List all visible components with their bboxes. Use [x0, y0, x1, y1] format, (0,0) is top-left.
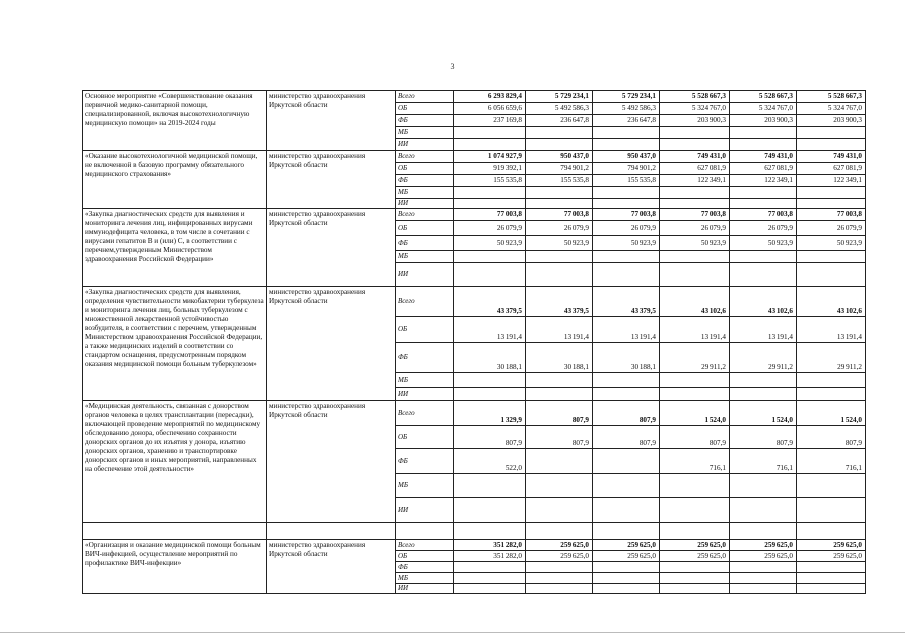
- amount-cell-y5: [730, 199, 797, 209]
- amount-cell-y1: [454, 199, 526, 209]
- amount-cell-y6: [797, 373, 866, 388]
- amount-cell-y6: 1 524,0: [797, 401, 866, 426]
- amount-cell-y1: 351 282,0: [454, 540, 526, 551]
- amount-cell-y3: [593, 127, 660, 139]
- activity-name: «Закупка диагностических средств для выявления, определения чувствительности микобактерии туберкулеза и мониторинга лечения лиц, больных туберкулезом с множественной лекарственной устойчивостью возбудителя, в соответствии с перечнем, утвержденным Министерством здравоохранения Российской Федерации, а также медицинских изделий в соответствии со стандартом оснащения, предусмотренным порядком оказания медицинской помощи больным туберкулезом»: [83, 287, 267, 401]
- page-bottom-edge: [0, 632, 905, 633]
- funding-table: [82, 90, 866, 594]
- amount-cell-y5: 627 081,9: [730, 163, 797, 175]
- amount-cell-y3: [593, 251, 660, 263]
- amount-cell-y6: [797, 573, 866, 584]
- amount-cell-y4: [660, 584, 730, 594]
- amount-cell-y5: 5 324 767,0: [730, 103, 797, 115]
- table-row: [83, 401, 866, 426]
- amount-cell-y1: 30 188,1: [454, 343, 526, 373]
- funding-source: ФБ: [396, 449, 454, 474]
- amount-cell-y2: [526, 562, 593, 573]
- amount-cell-y3: 794 901,2: [593, 163, 660, 175]
- amount-cell-y5: [730, 373, 797, 388]
- spacer-row: [83, 523, 866, 540]
- responsible-executor: министерство здравоохранения Иркутской области: [267, 209, 396, 287]
- amount-cell-y4: [660, 199, 730, 209]
- amount-cell-y3: 5 492 586,3: [593, 103, 660, 115]
- amount-cell-y4: 13 191,4: [660, 317, 730, 343]
- amount-cell-y2: [526, 584, 593, 594]
- funding-source: МБ: [396, 373, 454, 388]
- amount-cell-y1: 155 535,8: [454, 175, 526, 187]
- empty-cell: [454, 523, 526, 540]
- amount-cell-y2: 259 625,0: [526, 540, 593, 551]
- amount-cell-y2: [526, 251, 593, 263]
- amount-cell-y1: [454, 573, 526, 584]
- amount-cell-y6: 203 900,3: [797, 115, 866, 127]
- amount-cell-y1: [454, 187, 526, 199]
- amount-cell-y2: 5 492 586,3: [526, 103, 593, 115]
- amount-cell-y4: 5 528 667,3: [660, 91, 730, 103]
- funding-source: ИИ: [396, 199, 454, 209]
- funding-source: Всего: [396, 91, 454, 103]
- amount-cell-y6: 5 324 767,0: [797, 103, 866, 115]
- amount-cell-y2: 807,9: [526, 426, 593, 449]
- amount-cell-y5: 26 079,9: [730, 221, 797, 236]
- amount-cell-y2: 30 188,1: [526, 343, 593, 373]
- empty-cell: [593, 523, 660, 540]
- amount-cell-y6: [797, 562, 866, 573]
- amount-cell-y6: 5 528 667,3: [797, 91, 866, 103]
- amount-cell-y3: [593, 139, 660, 151]
- amount-cell-y3: 43 379,5: [593, 287, 660, 317]
- amount-cell-y3: 26 079,9: [593, 221, 660, 236]
- amount-cell-y1: 50 923,9: [454, 236, 526, 251]
- amount-cell-y1: 77 003,8: [454, 209, 526, 221]
- empty-cell: [396, 523, 454, 540]
- amount-cell-y2: 155 535,8: [526, 175, 593, 187]
- amount-cell-y5: 716,1: [730, 449, 797, 474]
- amount-cell-y6: [797, 139, 866, 151]
- amount-cell-y6: [797, 584, 866, 594]
- amount-cell-y5: [730, 388, 797, 401]
- amount-cell-y5: 1 524,0: [730, 401, 797, 426]
- amount-cell-y5: [730, 498, 797, 523]
- funding-source: ИИ: [396, 263, 454, 287]
- amount-cell-y4: [660, 139, 730, 151]
- responsible-executor: министерство здравоохранения Иркутской области: [267, 401, 396, 523]
- amount-cell-y1: 351 282,0: [454, 551, 526, 562]
- amount-cell-y4: 77 003,8: [660, 209, 730, 221]
- amount-cell-y4: [660, 251, 730, 263]
- amount-cell-y4: [660, 562, 730, 573]
- amount-cell-y2: 807,9: [526, 401, 593, 426]
- funding-source: ИИ: [396, 139, 454, 151]
- responsible-executor: министерство здравоохранения Иркутской области: [267, 151, 396, 209]
- amount-cell-y6: [797, 251, 866, 263]
- table-row: [83, 287, 866, 317]
- amount-cell-y5: [730, 127, 797, 139]
- amount-cell-y2: 794 901,2: [526, 163, 593, 175]
- amount-cell-y4: [660, 373, 730, 388]
- amount-cell-y6: 26 079,9: [797, 221, 866, 236]
- amount-cell-y2: [526, 263, 593, 287]
- amount-cell-y6: 50 923,9: [797, 236, 866, 251]
- amount-cell-y5: 43 102,6: [730, 287, 797, 317]
- amount-cell-y1: 1 329,9: [454, 401, 526, 426]
- funding-source: ИИ: [396, 584, 454, 594]
- amount-cell-y2: 950 437,0: [526, 151, 593, 163]
- amount-cell-y2: [526, 474, 593, 498]
- activity-name: «Медицинская деятельность, связанная с донорством органов человека в целях трансплантации (пересадки), включающей проведение мероприятий по медицинскому обследованию донора, обеспечению сохранности донорских органов до их изъятия у донора, изъятию донорских органов, хранению и транспортировке донорских органов и иных мероприятий, направленных на обеспечение этой деятельности»: [83, 401, 267, 523]
- amount-cell-y5: 77 003,8: [730, 209, 797, 221]
- amount-cell-y4: [660, 474, 730, 498]
- amount-cell-y2: 236 647,8: [526, 115, 593, 127]
- amount-cell-y2: 43 379,5: [526, 287, 593, 317]
- amount-cell-y5: 259 625,0: [730, 551, 797, 562]
- amount-cell-y4: 259 625,0: [660, 551, 730, 562]
- amount-cell-y1: [454, 263, 526, 287]
- funding-source: МБ: [396, 127, 454, 139]
- amount-cell-y3: [593, 498, 660, 523]
- amount-cell-y4: [660, 127, 730, 139]
- amount-cell-y1: [454, 498, 526, 523]
- amount-cell-y2: 13 191,4: [526, 317, 593, 343]
- amount-cell-y1: [454, 139, 526, 151]
- amount-cell-y1: [454, 562, 526, 573]
- amount-cell-y3: 807,9: [593, 401, 660, 426]
- amount-cell-y6: [797, 498, 866, 523]
- funding-source: Всего: [396, 209, 454, 221]
- amount-cell-y3: 13 191,4: [593, 317, 660, 343]
- amount-cell-y6: 716,1: [797, 449, 866, 474]
- table-row: [83, 91, 866, 103]
- amount-cell-y6: 807,9: [797, 426, 866, 449]
- funding-source: МБ: [396, 251, 454, 263]
- amount-cell-y2: [526, 449, 593, 474]
- amount-cell-y6: [797, 127, 866, 139]
- activity-name: Основное мероприятие «Совершенствование оказания первичной медико-санитарной помощи, специализированной, включая высокотехнологичную медицинскую помощи» на 2019-2024 годы: [83, 91, 267, 151]
- funding-source: Всего: [396, 287, 454, 317]
- funding-source: Всего: [396, 151, 454, 163]
- amount-cell-y3: 50 923,9: [593, 236, 660, 251]
- funding-source: ИИ: [396, 498, 454, 523]
- responsible-executor: министерство здравоохранения Иркутской области: [267, 91, 396, 151]
- funding-source: ИИ: [396, 388, 454, 401]
- amount-cell-y3: 30 188,1: [593, 343, 660, 373]
- amount-cell-y3: 5 729 234,1: [593, 91, 660, 103]
- amount-cell-y6: [797, 263, 866, 287]
- amount-cell-y1: 6 056 659,6: [454, 103, 526, 115]
- amount-cell-y5: 13 191,4: [730, 317, 797, 343]
- amount-cell-y1: 807,9: [454, 426, 526, 449]
- amount-cell-y2: 77 003,8: [526, 209, 593, 221]
- funding-source: ФБ: [396, 115, 454, 127]
- amount-cell-y6: 77 003,8: [797, 209, 866, 221]
- empty-cell: [526, 523, 593, 540]
- amount-cell-y3: 77 003,8: [593, 209, 660, 221]
- table-row: [83, 209, 866, 221]
- funding-source: ОБ: [396, 221, 454, 236]
- amount-cell-y5: [730, 251, 797, 263]
- amount-cell-y5: 122 349,1: [730, 175, 797, 187]
- amount-cell-y2: 26 079,9: [526, 221, 593, 236]
- amount-cell-y1: 919 392,1: [454, 163, 526, 175]
- amount-cell-y6: [797, 187, 866, 199]
- funding-source: ФБ: [396, 175, 454, 187]
- amount-cell-y3: [593, 449, 660, 474]
- amount-cell-y3: 807,9: [593, 426, 660, 449]
- table-row: [83, 540, 866, 551]
- empty-cell: [83, 523, 267, 540]
- amount-cell-y3: [593, 263, 660, 287]
- amount-cell-y5: [730, 187, 797, 199]
- amount-cell-y2: [526, 388, 593, 401]
- amount-cell-y5: [730, 139, 797, 151]
- amount-cell-y1: [454, 127, 526, 139]
- amount-cell-y3: [593, 199, 660, 209]
- amount-cell-y5: [730, 263, 797, 287]
- funding-source: ОБ: [396, 317, 454, 343]
- amount-cell-y5: 50 923,9: [730, 236, 797, 251]
- amount-cell-y6: [797, 388, 866, 401]
- amount-cell-y1: [454, 388, 526, 401]
- amount-cell-y6: 13 191,4: [797, 317, 866, 343]
- amount-cell-y4: 29 911,2: [660, 343, 730, 373]
- funding-source: Всего: [396, 401, 454, 426]
- amount-cell-y4: 716,1: [660, 449, 730, 474]
- amount-cell-y3: [593, 562, 660, 573]
- amount-cell-y6: 627 081,9: [797, 163, 866, 175]
- amount-cell-y3: [593, 584, 660, 594]
- amount-cell-y4: [660, 263, 730, 287]
- activity-name: «Организация и оказание медицинской помощи больным ВИЧ-инфекцией, осуществление мероприятий по профилактике ВИЧ-инфекции»: [83, 540, 267, 594]
- amount-cell-y6: 749 431,0: [797, 151, 866, 163]
- funding-source: ФБ: [396, 236, 454, 251]
- activity-name: «Оказание высокотехнологичной медицинской помощи, не включенной в базовую программу обязательного медицинского страхования»: [83, 151, 267, 209]
- funding-source: ОБ: [396, 103, 454, 115]
- amount-cell-y1: 6 293 829,4: [454, 91, 526, 103]
- amount-cell-y2: [526, 127, 593, 139]
- amount-cell-y3: 259 625,0: [593, 540, 660, 551]
- amount-cell-y4: 5 324 767,0: [660, 103, 730, 115]
- amount-cell-y5: [730, 562, 797, 573]
- amount-cell-y6: 122 349,1: [797, 175, 866, 187]
- amount-cell-y4: 50 923,9: [660, 236, 730, 251]
- amount-cell-y2: [526, 498, 593, 523]
- amount-cell-y4: 26 079,9: [660, 221, 730, 236]
- amount-cell-y4: [660, 498, 730, 523]
- amount-cell-y5: [730, 474, 797, 498]
- amount-cell-y1: 43 379,5: [454, 287, 526, 317]
- amount-cell-y5: 29 911,2: [730, 343, 797, 373]
- empty-cell: [730, 523, 797, 540]
- empty-cell: [660, 523, 730, 540]
- amount-cell-y5: 807,9: [730, 426, 797, 449]
- activity-name: «Закупка диагностических средств для выявления и мониторинга лечения лиц, инфицированных вирусами иммунодефицита человека, в том числе в сочетании с вирусами гепатитов В и (или) С, в соответствии с перечнем,утвержденным Министерством здравоохранения Российской Федерации»: [83, 209, 267, 287]
- amount-cell-y1: 522,0: [454, 449, 526, 474]
- amount-cell-y4: 203 900,3: [660, 115, 730, 127]
- amount-cell-y4: 43 102,6: [660, 287, 730, 317]
- amount-cell-y3: [593, 187, 660, 199]
- responsible-executor: министерство здравоохранения Иркутской области: [267, 287, 396, 401]
- funding-source: ФБ: [396, 343, 454, 373]
- amount-cell-y1: [454, 373, 526, 388]
- amount-cell-y6: 259 625,0: [797, 540, 866, 551]
- amount-cell-y5: 5 528 667,3: [730, 91, 797, 103]
- amount-cell-y2: 259 625,0: [526, 551, 593, 562]
- amount-cell-y2: 50 923,9: [526, 236, 593, 251]
- table-row: [83, 151, 866, 163]
- amount-cell-y3: [593, 573, 660, 584]
- amount-cell-y1: [454, 251, 526, 263]
- amount-cell-y4: [660, 573, 730, 584]
- amount-cell-y3: [593, 474, 660, 498]
- amount-cell-y1: [454, 584, 526, 594]
- amount-cell-y6: [797, 474, 866, 498]
- amount-cell-y1: 237 169,8: [454, 115, 526, 127]
- amount-cell-y5: 749 431,0: [730, 151, 797, 163]
- funding-source: ФБ: [396, 562, 454, 573]
- amount-cell-y4: 627 081,9: [660, 163, 730, 175]
- amount-cell-y5: 259 625,0: [730, 540, 797, 551]
- amount-cell-y1: 26 079,9: [454, 221, 526, 236]
- empty-cell: [797, 523, 866, 540]
- funding-source: ОБ: [396, 551, 454, 562]
- amount-cell-y4: 807,9: [660, 426, 730, 449]
- amount-cell-y4: [660, 187, 730, 199]
- funding-source: МБ: [396, 573, 454, 584]
- empty-cell: [267, 523, 396, 540]
- amount-cell-y2: [526, 373, 593, 388]
- funding-source: ОБ: [396, 163, 454, 175]
- amount-cell-y1: 13 191,4: [454, 317, 526, 343]
- funding-source: МБ: [396, 474, 454, 498]
- amount-cell-y5: [730, 573, 797, 584]
- amount-cell-y2: [526, 187, 593, 199]
- amount-cell-y3: 155 535,8: [593, 175, 660, 187]
- funding-source: Всего: [396, 540, 454, 551]
- funding-source: ОБ: [396, 426, 454, 449]
- amount-cell-y3: 950 437,0: [593, 151, 660, 163]
- funding-source: МБ: [396, 187, 454, 199]
- amount-cell-y4: 259 625,0: [660, 540, 730, 551]
- amount-cell-y4: 1 524,0: [660, 401, 730, 426]
- amount-cell-y3: 259 625,0: [593, 551, 660, 562]
- amount-cell-y2: [526, 199, 593, 209]
- amount-cell-y5: 203 900,3: [730, 115, 797, 127]
- amount-cell-y3: 236 647,8: [593, 115, 660, 127]
- amount-cell-y2: [526, 573, 593, 584]
- amount-cell-y6: [797, 199, 866, 209]
- amount-cell-y6: 43 102,6: [797, 287, 866, 317]
- amount-cell-y5: [730, 584, 797, 594]
- amount-cell-y3: [593, 388, 660, 401]
- amount-cell-y6: 29 911,2: [797, 343, 866, 373]
- amount-cell-y2: 5 729 234,1: [526, 91, 593, 103]
- responsible-executor: министерство здравоохранения Иркутской области: [267, 540, 396, 594]
- amount-cell-y1: 1 074 927,9: [454, 151, 526, 163]
- amount-cell-y2: [526, 139, 593, 151]
- amount-cell-y4: 749 431,0: [660, 151, 730, 163]
- amount-cell-y4: [660, 388, 730, 401]
- amount-cell-y4: 122 349,1: [660, 175, 730, 187]
- amount-cell-y3: [593, 373, 660, 388]
- amount-cell-y6: 259 625,0: [797, 551, 866, 562]
- page-number: 3: [450, 62, 455, 71]
- amount-cell-y1: [454, 474, 526, 498]
